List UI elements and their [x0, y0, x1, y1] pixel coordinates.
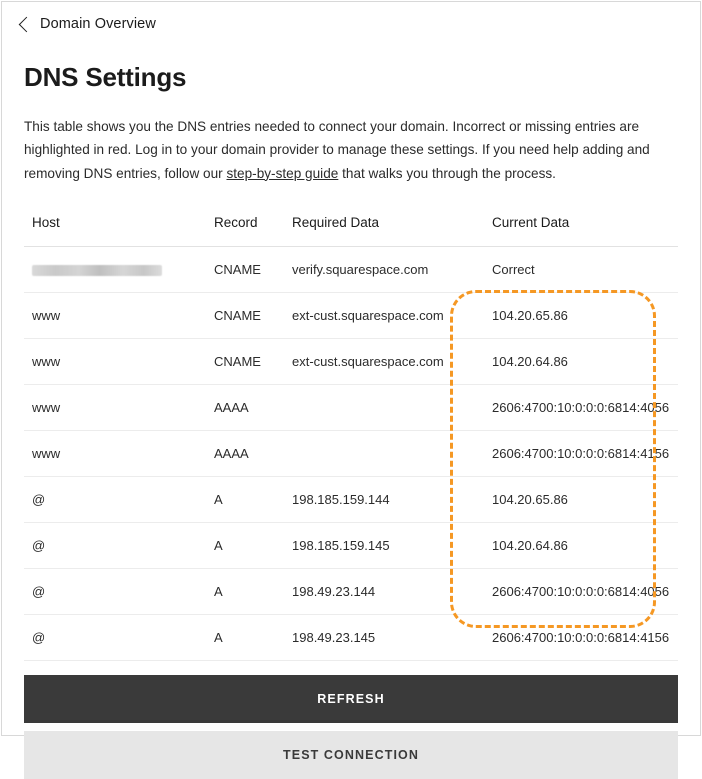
cell-required-data: 198.185.159.144 [292, 477, 492, 523]
cell-current-data: 104.20.65.86 [492, 477, 678, 523]
table-row [24, 293, 678, 339]
chevron-left-icon [19, 16, 35, 32]
cell-host: www [24, 339, 214, 385]
back-label: Domain Overview [40, 16, 156, 32]
intro-text-part1: This table shows you the DNS entries needed to connect your domain. Incorrect or missing entries are highlighted in red. Log in to your domain provider to manage these settings. If you need help adding and removing DNS entries, follow our [24, 119, 650, 181]
cell-host: @ [24, 569, 214, 615]
cell-record-type: A [214, 569, 292, 615]
column-header-host: Host [24, 207, 214, 247]
back-navigation[interactable] [2, 2, 700, 40]
cell-required-data: ext-cust.squarespace.com [292, 293, 492, 339]
table-header-row [24, 207, 678, 247]
table-row [24, 523, 678, 569]
intro-paragraph [24, 115, 678, 185]
cell-required-data: 198.49.23.144 [292, 569, 492, 615]
table-row [24, 431, 678, 477]
cell-current-data: 104.20.64.86 [492, 523, 678, 569]
cell-required-data: ext-cust.squarespace.com [292, 339, 492, 385]
table-row [24, 569, 678, 615]
test-connection-button[interactable]: TEST CONNECTION [24, 731, 678, 779]
cell-record-type: A [214, 523, 292, 569]
refresh-button[interactable]: REFRESH [24, 675, 678, 723]
cell-host [24, 247, 214, 293]
table-row [24, 615, 678, 661]
cell-record-type: CNAME [214, 339, 292, 385]
column-header-current-data: Current Data [492, 207, 678, 247]
cell-record-type: AAAA [214, 385, 292, 431]
page-content [2, 62, 700, 779]
cell-record-type: A [214, 477, 292, 523]
page-title: DNS Settings [24, 62, 187, 92]
cell-current-data: 2606:4700:10:0:0:0:6814:4156 [492, 431, 678, 477]
cell-required-data [292, 385, 492, 431]
cell-current-data: 104.20.64.86 [492, 339, 678, 385]
cell-record-type: CNAME [214, 293, 292, 339]
cell-current-data: 2606:4700:10:0:0:0:6814:4056 [492, 385, 678, 431]
cell-current-data: Correct [492, 247, 678, 293]
redacted-host [32, 265, 162, 276]
cell-host: www [24, 431, 214, 477]
cell-required-data: 198.185.159.145 [292, 523, 492, 569]
cell-host: @ [24, 523, 214, 569]
cell-current-data: 2606:4700:10:0:0:0:6814:4056 [492, 569, 678, 615]
table-body [24, 247, 678, 661]
dns-settings-panel [1, 1, 701, 763]
cell-host: @ [24, 615, 214, 661]
intro-text-part2: that walks you through the process. [338, 165, 556, 181]
table-row [24, 339, 678, 385]
cell-host: www [24, 293, 214, 339]
cell-record-type: CNAME [214, 247, 292, 293]
table-row [24, 477, 678, 523]
column-header-record: Record [214, 207, 292, 247]
cell-required-data: 198.49.23.145 [292, 615, 492, 661]
cell-host: www [24, 385, 214, 431]
cell-record-type: AAAA [214, 431, 292, 477]
cell-current-data: 2606:4700:10:0:0:0:6814:4156 [492, 615, 678, 661]
cell-record-type: A [214, 615, 292, 661]
column-header-required-data: Required Data [292, 207, 492, 247]
cell-host: @ [24, 477, 214, 523]
cell-required-data [292, 431, 492, 477]
table-row [24, 385, 678, 431]
table-row [24, 247, 678, 293]
step-by-step-guide-link[interactable]: step-by-step guide [226, 165, 339, 181]
dns-records-table [24, 207, 678, 661]
cell-current-data: 104.20.65.86 [492, 293, 678, 339]
table-header [24, 207, 678, 247]
cell-required-data: verify.squarespace.com [292, 247, 492, 293]
